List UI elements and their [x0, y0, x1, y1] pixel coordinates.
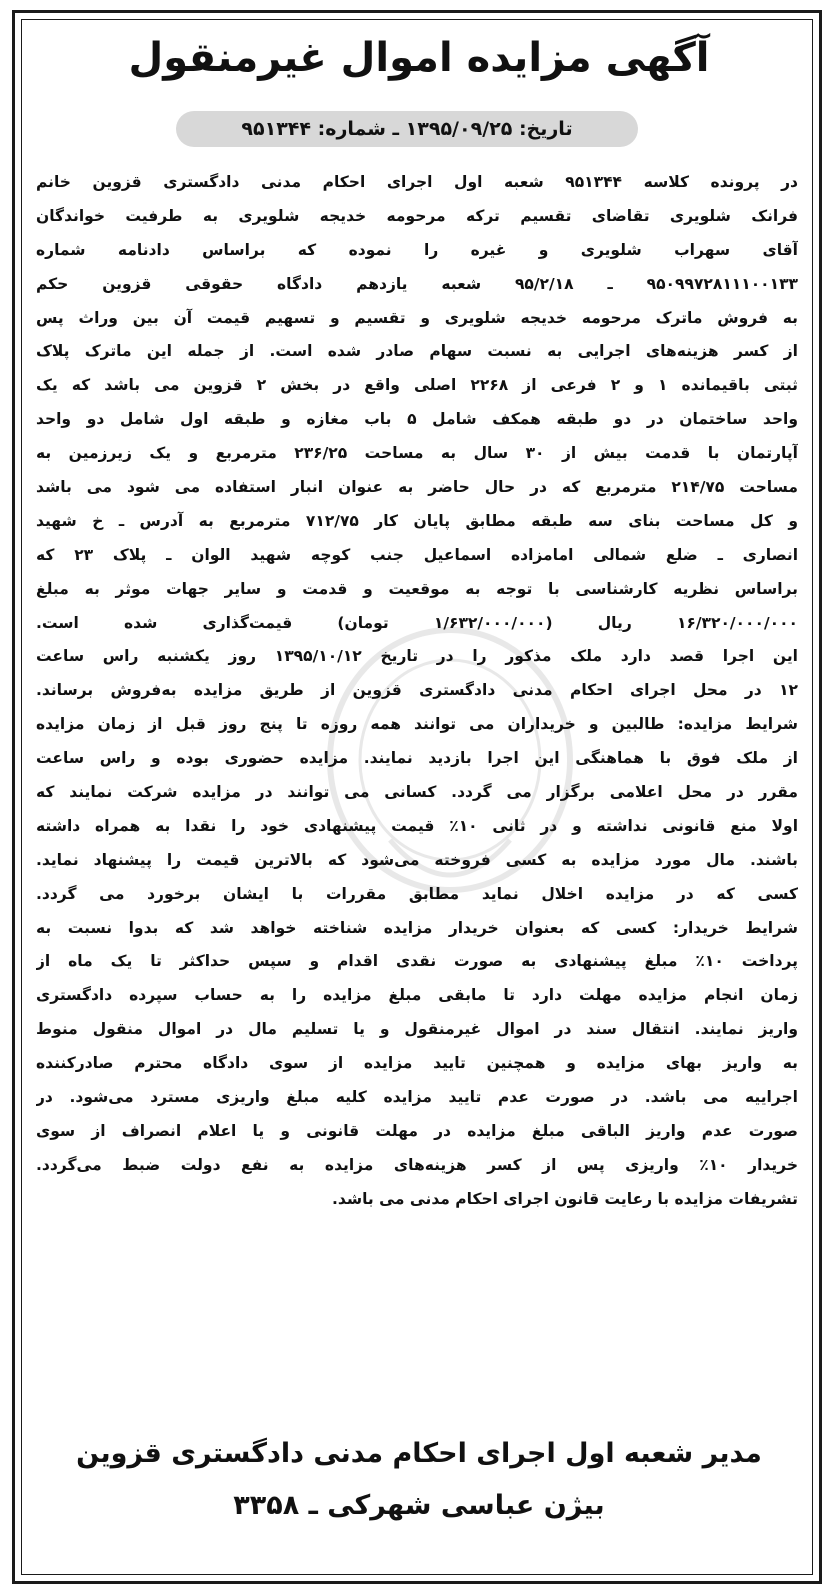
- body-line: اولا منع قانونی نداشته و در ثانی ۱۰٪ قیمت پیشنهادی خود را نقدا به همراه داشته: [36, 816, 798, 835]
- body-line: باشند. مال مورد مزایده به کسی فروخته می‌شود که بالاترین قیمت را پیشنهاد نماید.: [36, 850, 798, 869]
- signature-office: مدیر شعبه اول اجرای احکام مدنی دادگستری قزوین: [76, 1438, 762, 1469]
- notice-body: [36, 166, 798, 1217]
- notice-title: آگهی مزایده اموال غیرمنقول: [128, 35, 710, 81]
- body-line: ۱۲ در محل اجرای احکام مدنی دادگستری قزوین از طریق مزایده به‌فروش برساند.: [36, 681, 798, 700]
- body-line: ۹۵۰۹۹۷۲۸۱۱۱۰۰۱۳۳ ـ ۹۵/۲/۱۸ شعبه یازدهم دادگاه حقوقی قزوین حکم: [36, 274, 798, 293]
- body-line: شرایط خریدار: کسی که بعنوان خریدار مزایده شناخته خواهد شد که بدوا نسبت به: [36, 918, 798, 937]
- body-line: واحد ساختمان در دو طبقه همکف شامل ۵ باب مغازه و طبقه اول شامل دو واحد: [36, 410, 798, 429]
- body-line: خریدار ۱۰٪ واریزی پس از کسر هزینه‌های مزایده به نفع دولت ضبط می‌گردد.: [36, 1155, 798, 1174]
- body-line: آپارتمان با قدمت بیش از ۳۰ سال به مساحت ۲۳۶/۲۵ مترمربع و یک زیرزمین به: [36, 444, 798, 463]
- body-line: انصاری ـ ضلع شمالی امامزاده اسماعیل جنب کوچه شهید الوان ـ پلاک ۲۳ که: [36, 545, 798, 564]
- body-line: فرانک شلویری تقاضای تقسیم ترکه مرحومه خدیجه شلویری به طرفیت خواندگان: [36, 206, 798, 225]
- body-line: به واریز بهای مزایده و همچنین تایید مزایده از سوی دادگاه محترم صادرکننده: [36, 1054, 798, 1073]
- body-line: از کسر هزینه‌های اجرایی به نسبت سهام صادر شده است. از جمله این ماترک پلاک: [36, 342, 798, 361]
- body-line: کسی که در مزایده اخلال نماید مطابق مقررات با ایشان برخورد می گردد.: [36, 884, 798, 903]
- body-line: از ملک فوق با هماهنگی این اجرا بازدید نمایند. مزایده حضوری بوده و راس ساعت: [36, 749, 798, 768]
- body-line: مساحت ۲۱۴/۷۵ مترمربع که در حال حاضر به عنوان انبار استفاده می شود می باشد: [36, 478, 798, 497]
- body-line: براساس نظریه کارشناسی با توجه به موقعیت و قدمت و سایر جهات موثر به مبلغ: [36, 579, 798, 598]
- body-line: تشریفات مزایده با رعایت قانون اجرای احکام مدنی می باشد.: [332, 1189, 798, 1208]
- body-line: در پرونده کلاسه ۹۵۱۳۴۴ شعبه اول اجرای احکام مدنی دادگستری قزوین خانم: [36, 173, 798, 191]
- body-line: پرداخت ۱۰٪ مبلغ پیشنهادی به صورت نقدی اقدام و سپس حداکثر تا یک ماه از: [36, 952, 798, 971]
- body-line: زمان انجام مزایده مهلت دارد تا مابقی مبلغ مزایده را به حساب سپرده دادگستری: [36, 986, 798, 1005]
- date-number-bar: تاریخ: ۱۳۹۵/۰۹/۲۵ ـ شماره: ۹۵۱۳۴۴: [176, 111, 638, 147]
- signature-name: بیژن عباسی شهرکی ـ ۳۳۵۸: [233, 1490, 605, 1521]
- body-line: صورت عدم واریز الباقی مبلغ مزایده در مهلت قانونی و یا اعلام انصراف از سوی: [36, 1121, 798, 1140]
- body-line: شرایط مزایده: طالبین و خریداران می توانند همه روزه تا پنج روز قبل از زمان مزایده: [36, 715, 798, 734]
- body-line: این اجرا قصد دارد ملک مذکور را در تاریخ ۱۳۹۵/۱۰/۱۲ روز یکشنبه راس ساعت: [36, 647, 798, 666]
- body-line: واریز نمایند. انتقال سند در اموال غیرمنقول و یا تسلیم مال در اموال منقول منوط: [36, 1020, 798, 1039]
- body-line: آقای سهراب شلویری و غیره را نموده که براساس دادنامه شماره: [36, 240, 798, 259]
- body-line: ثبتی باقیمانده ۱ و ۲ فرعی از ۲۲۶۸ اصلی واقع در بخش ۲ قزوین می باشد که یک: [36, 376, 798, 395]
- body-line: اجراییه می باشد. در صورت عدم تایید مزایده کلیه مبلغ واریزی مسترد می‌شود. در: [36, 1088, 798, 1107]
- body-line: به فروش ماترک مرحومه خدیجه شلویری و تقسیم و تسهیم قیمت آن بین وراث پس: [36, 308, 798, 327]
- body-line: و کل مساحت بنای سه طبقه مطابق پایان کار ۷۱۲/۷۵ مترمربع به آدرس ـ خ شهید: [36, 511, 798, 530]
- body-line: ۱۶/۳۲۰/۰۰۰/۰۰۰ ریال (۱/۶۳۲/۰۰۰/۰۰۰ تومان) قیمت‌گذاری شده است.: [36, 613, 798, 632]
- body-line: مقرر در محل اعلامی برگزار می گردد. کسانی می توانند در مزایده شرکت نمایند که: [36, 783, 798, 802]
